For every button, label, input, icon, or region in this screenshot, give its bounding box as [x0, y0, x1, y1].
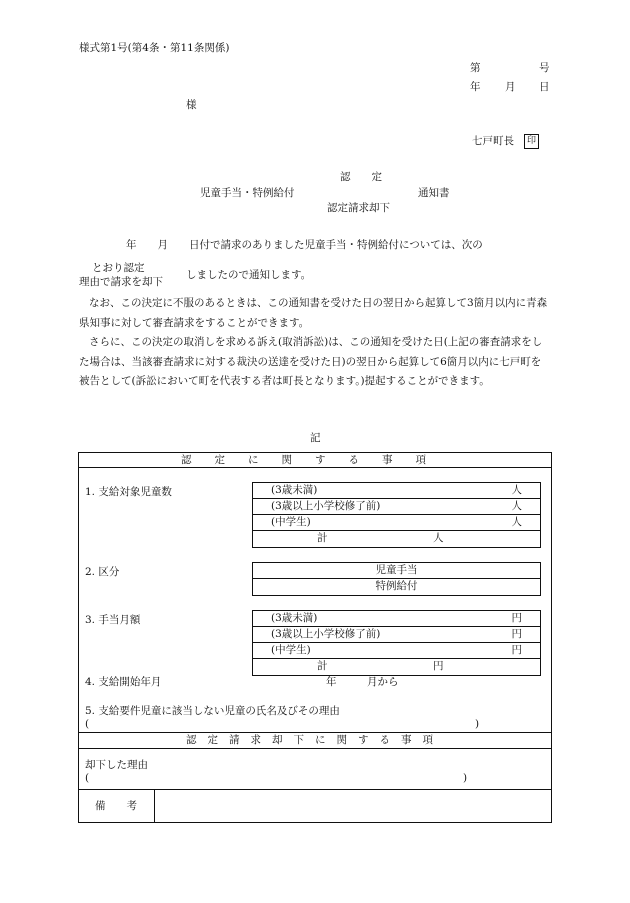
notice-form-table: [78, 452, 552, 823]
remarks-label: 備 考: [95, 800, 137, 812]
lawsuit-note: さらに、この決定の取消しを求める訴え(取消訴訟)は、この通知を受けた日(上記の審査請求をした場合は、当該審査請求に対する裁決の送達を受けた日)の翌日から起算して6箇月以内に七戸町を被告として(訴訟において町を代表する者は町長となります。)提起することができます。: [79, 336, 543, 387]
item3-label: 3. 手当月額: [85, 614, 141, 626]
divider: [79, 748, 551, 749]
addressee-suffix: 様: [186, 99, 197, 111]
form-number: 様式第1号(第4条・第11条関係): [79, 42, 230, 54]
item2-label: 2. 区分: [85, 566, 120, 578]
item4-year: 年: [326, 676, 337, 688]
item3-row: (中学生) 円: [271, 644, 522, 656]
category-option-special-benefit: 特例給付: [375, 580, 418, 592]
item5-label: 5. 支給要件児童に該当しない児童の氏名及びその理由: [85, 705, 340, 717]
date-year: 年: [470, 81, 481, 93]
item5-open-paren: (: [85, 718, 90, 730]
title-right: 通知書: [418, 187, 450, 199]
item1-box: [252, 482, 541, 548]
ki-mark: 記: [310, 432, 321, 444]
seal-mark: 印: [524, 134, 539, 149]
item5-close-paren: ): [475, 718, 480, 730]
item1-label: 1. 支給対象児童数: [85, 486, 172, 498]
doc-no-prefix: 第: [470, 62, 481, 74]
title-option-approve: 認 定: [340, 171, 382, 183]
body-line1: 年 月 日付で請求のありました児童手当・特例給付については、次の: [126, 239, 483, 251]
reject-close-paren: ): [463, 772, 468, 784]
issuer-name: 七戸町長: [472, 135, 514, 147]
item4-month: 月から: [367, 676, 399, 688]
title-left: 児童手当・特例給付: [200, 187, 295, 199]
divider: [79, 789, 551, 790]
issuer: [472, 133, 539, 149]
reject-open-paren: (: [85, 772, 90, 784]
reject-reason-label: 却下した理由: [85, 759, 148, 771]
section1-header: 認定に関する事項: [181, 454, 449, 466]
item3-total: 計 円: [317, 660, 444, 672]
divider: [79, 467, 551, 468]
item4-label: 4. 支給開始年月: [85, 676, 162, 688]
item1-row: (3歳以上小学校修了前) 人: [271, 500, 522, 512]
item3-box: [252, 610, 541, 676]
body-option-approve: とおり認定: [92, 262, 145, 274]
item1-total: 計 人: [317, 532, 444, 544]
item1-row: (中学生) 人: [271, 516, 522, 528]
item2-box: [252, 562, 541, 596]
title-option-reject: 認定請求却下: [327, 202, 390, 214]
appeal-note: なお、この決定に不服のあるときは、この通知書を受けた日の翌日から起算して3箇月以内に青森県知事に対して審査請求をすることができます。: [79, 297, 548, 329]
item3-row: (3歳未満) 円: [271, 612, 522, 624]
category-option-child-allowance: 児童手当: [375, 564, 418, 576]
item1-row: (3歳未満) 人: [271, 484, 522, 496]
section2-header: 認定請求却下に関する事項: [186, 734, 444, 746]
remarks-divider: [154, 789, 155, 822]
body-line2-tail: しましたので通知します。: [186, 269, 312, 281]
item3-row: (3歳以上小学校修了前) 円: [271, 628, 522, 640]
date-month: 月: [505, 81, 516, 93]
date-day: 日: [539, 81, 550, 93]
body-option-reject: 理由で請求を却下: [79, 276, 163, 288]
doc-no-suffix: 号: [539, 62, 550, 74]
